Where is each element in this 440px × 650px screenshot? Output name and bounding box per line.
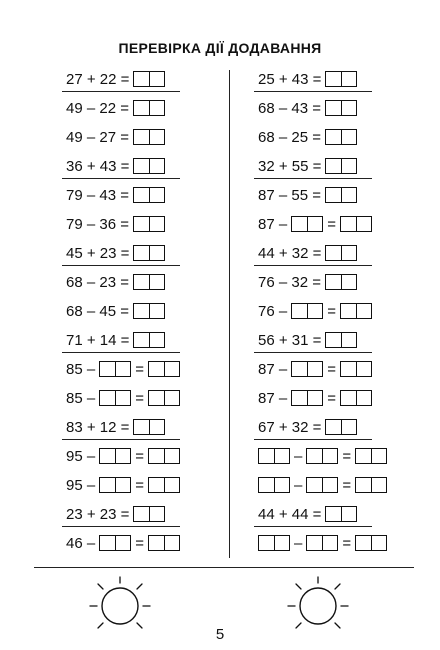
exercise-text: = (135, 534, 144, 552)
answer-box[interactable] (291, 390, 323, 406)
exercise-row (66, 126, 165, 148)
answer-box[interactable] (99, 535, 131, 551)
exercise-text: 32 + 55 = (258, 157, 322, 175)
exercise-text: 71 + 14 = (66, 331, 130, 349)
answer-box[interactable] (325, 274, 357, 290)
exercise-text: = (327, 215, 336, 233)
exercise-text: = (135, 360, 144, 378)
exercise-text: 46 – (66, 534, 96, 552)
answer-box[interactable] (99, 448, 131, 464)
exercise-text: 49 – 27 = (66, 128, 129, 146)
answer-box[interactable] (355, 448, 387, 464)
answer-box[interactable] (258, 535, 290, 551)
underline (254, 352, 372, 353)
underline (254, 265, 372, 266)
exercise-text: 85 – (66, 360, 96, 378)
exercise-row (66, 329, 165, 351)
exercise-row (258, 155, 357, 177)
exercise-text: = (342, 447, 352, 465)
bottom-rule (34, 567, 414, 568)
answer-box[interactable] (340, 361, 372, 377)
exercise-row (66, 503, 165, 525)
exercise-row (66, 387, 180, 409)
underline (62, 265, 180, 266)
exercise-text: 85 – (66, 389, 96, 407)
exercise-text: 23 + 23 = (66, 505, 130, 523)
underline (62, 352, 180, 353)
answer-box[interactable] (133, 245, 165, 261)
answer-box[interactable] (133, 332, 165, 348)
exercise-row (66, 445, 180, 467)
exercise-text: – (294, 534, 303, 552)
exercise-text: – (294, 447, 303, 465)
exercise-text: – (294, 476, 303, 494)
exercise-text: = (327, 389, 336, 407)
underline (62, 178, 180, 179)
exercise-text: 36 + 43 = (66, 157, 130, 175)
exercise-row (66, 416, 165, 438)
underline (62, 439, 180, 440)
exercise-text: = (342, 476, 352, 494)
exercise-text: 25 + 43 = (258, 70, 322, 88)
exercise-row (66, 68, 165, 90)
answer-box[interactable] (325, 245, 357, 261)
sun-icon (80, 574, 160, 634)
answer-box[interactable] (291, 216, 323, 232)
underline (254, 178, 372, 179)
exercise-text: 56 + 31 = (258, 331, 322, 349)
exercise-text: 76 – (258, 302, 288, 320)
answer-box[interactable] (291, 303, 323, 319)
exercise-text: = (342, 534, 352, 552)
exercise-text: 45 + 23 = (66, 244, 130, 262)
answer-box[interactable] (133, 216, 165, 232)
answer-box[interactable] (325, 129, 357, 145)
answer-box[interactable] (325, 100, 357, 116)
underline (254, 439, 372, 440)
answer-box[interactable] (99, 361, 131, 377)
answer-box[interactable] (355, 477, 387, 493)
exercise-text: 87 – (258, 360, 288, 378)
exercise-text: 44 + 44 = (258, 505, 322, 523)
exercise-row (66, 300, 165, 322)
exercise-row (66, 155, 165, 177)
exercise-row (258, 416, 357, 438)
exercise-row (258, 68, 357, 90)
exercise-text: 87 – 55 = (258, 186, 321, 204)
answer-box[interactable] (133, 187, 165, 203)
exercise-text: 68 – 25 = (258, 128, 321, 146)
answer-box[interactable] (340, 303, 372, 319)
exercise-text: 49 – 22 = (66, 99, 129, 117)
exercise-row (258, 213, 372, 235)
exercise-text: 87 – (258, 215, 288, 233)
exercise-row (66, 242, 165, 264)
answer-box[interactable] (133, 506, 165, 522)
answer-box[interactable] (325, 332, 357, 348)
answer-box[interactable] (340, 390, 372, 406)
answer-box[interactable] (133, 129, 165, 145)
exercise-text: 83 + 12 = (66, 418, 130, 436)
answer-box[interactable] (148, 361, 180, 377)
answer-box[interactable] (340, 216, 372, 232)
exercise-text: = (135, 447, 144, 465)
exercise-row (258, 503, 357, 525)
exercise-row (66, 271, 165, 293)
exercise-row (66, 474, 180, 496)
exercise-text: = (327, 360, 336, 378)
page-number: 5 (215, 626, 225, 643)
exercise-text: 68 – 23 = (66, 273, 129, 291)
exercise-row (258, 126, 357, 148)
exercise-text: 79 – 36 = (66, 215, 129, 233)
answer-box[interactable] (148, 477, 180, 493)
answer-box[interactable] (133, 303, 165, 319)
exercise-row (258, 329, 357, 351)
column-divider (229, 70, 230, 558)
exercise-row (258, 97, 357, 119)
page-title: ПЕРЕВІРКА ДІЇ ДОДАВАННЯ (118, 40, 322, 56)
exercise-text: 44 + 32 = (258, 244, 322, 262)
exercise-row (258, 358, 372, 380)
exercise-row (258, 242, 357, 264)
exercise-row (258, 474, 387, 496)
exercise-row (258, 387, 372, 409)
exercise-row (258, 532, 387, 554)
exercise-row (258, 271, 357, 293)
exercise-text: 76 – 32 = (258, 273, 321, 291)
exercise-text: 95 – (66, 447, 96, 465)
underline (62, 91, 180, 92)
answer-box[interactable] (325, 71, 357, 87)
exercise-text: = (135, 476, 144, 494)
exercise-text: 68 – 45 = (66, 302, 129, 320)
exercise-text: 79 – 43 = (66, 186, 129, 204)
exercise-row (66, 184, 165, 206)
answer-box[interactable] (355, 535, 387, 551)
answer-box[interactable] (291, 361, 323, 377)
answer-box[interactable] (306, 477, 338, 493)
answer-box[interactable] (99, 477, 131, 493)
exercise-text: 27 + 22 = (66, 70, 130, 88)
exercise-text: 87 – (258, 389, 288, 407)
answer-box[interactable] (133, 274, 165, 290)
answer-box[interactable] (325, 506, 357, 522)
exercise-row (66, 358, 180, 380)
underline (254, 526, 372, 527)
answer-box[interactable] (148, 535, 180, 551)
answer-box[interactable] (258, 448, 290, 464)
exercise-row (258, 300, 372, 322)
exercise-row (66, 97, 165, 119)
exercise-text: 67 + 32 = (258, 418, 322, 436)
underline (62, 526, 180, 527)
answer-box[interactable] (325, 419, 357, 435)
sun-icon (278, 574, 358, 634)
answer-box[interactable] (99, 390, 131, 406)
answer-box[interactable] (148, 390, 180, 406)
underline (254, 91, 372, 92)
answer-box[interactable] (133, 419, 165, 435)
exercise-text: 95 – (66, 476, 96, 494)
answer-box[interactable] (133, 158, 165, 174)
answer-box[interactable] (133, 100, 165, 116)
exercise-row (66, 532, 180, 554)
exercise-text: = (327, 302, 336, 320)
exercise-row (66, 213, 165, 235)
answer-box[interactable] (306, 535, 338, 551)
answer-box[interactable] (133, 71, 165, 87)
exercise-row (258, 445, 387, 467)
exercise-text: 68 – 43 = (258, 99, 321, 117)
exercise-row (258, 184, 357, 206)
exercise-text: = (135, 389, 144, 407)
answer-box[interactable] (306, 448, 338, 464)
answer-box[interactable] (325, 158, 357, 174)
answer-box[interactable] (148, 448, 180, 464)
answer-box[interactable] (258, 477, 290, 493)
answer-box[interactable] (325, 187, 357, 203)
